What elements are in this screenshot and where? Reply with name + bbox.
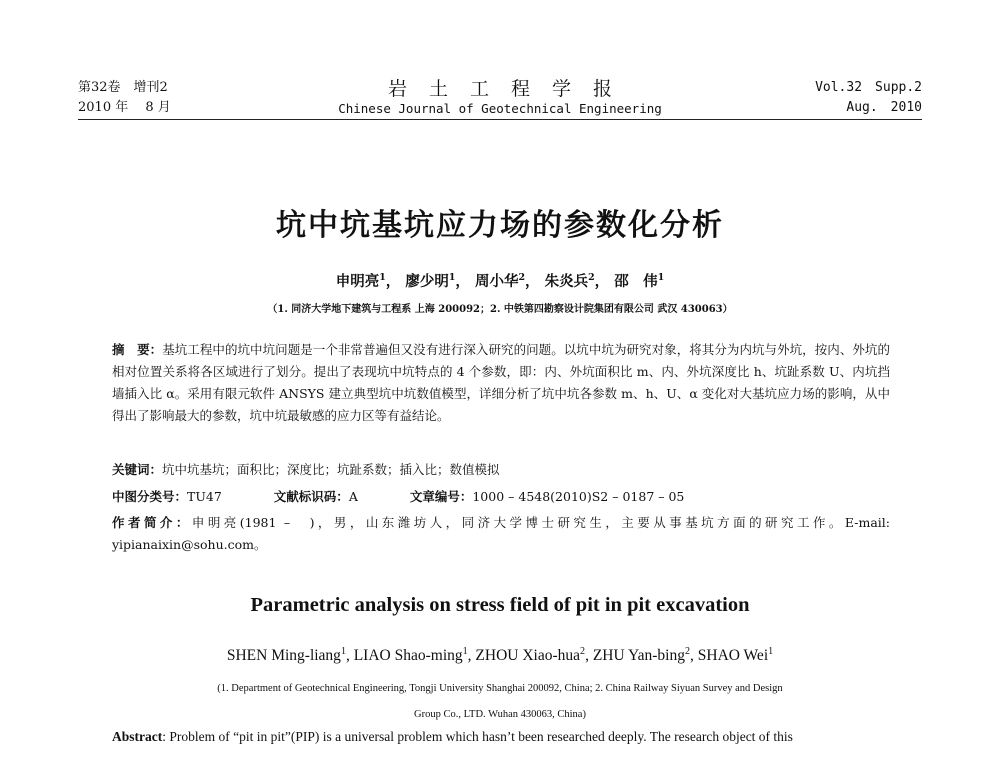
doc-code-value: A <box>348 489 358 504</box>
affiliation-en <box>0 676 1000 728</box>
journal-title-en: Chinese Journal of Geotechnical Engineering <box>338 101 662 116</box>
author-affil-mark: 1 <box>379 272 386 284</box>
abstract-en-text: : Problem of “pit in pit”(PIP) is a universal problem which hasn’t been researched deeply. The research object of this <box>162 729 793 744</box>
date-en: Aug. 2010 <box>846 100 922 115</box>
abstract-en-label: Abstract <box>112 729 163 744</box>
volume-cn: 第32卷 增刊2 <box>78 80 168 95</box>
author-cn: 廖少明 <box>405 273 449 290</box>
classification-line <box>112 486 890 508</box>
doc-code-label: 文献标识码： <box>273 489 349 504</box>
header-center <box>78 78 922 118</box>
author-en: ZHOU Xiao-hua <box>475 647 581 665</box>
author-bio <box>112 512 890 556</box>
bio-text: 申明亮(1981 – )，男，山东潍坊人，同济大学博士研究生，主要从事基坑方面的研究工作。E-mail: yipianaixin@sohu.com。 <box>112 515 890 552</box>
header-right <box>815 78 922 118</box>
author-affil-mark: 1 <box>448 272 456 284</box>
author-affil-mark: 1 <box>340 646 346 657</box>
author-cn: 朱炎兵 <box>544 273 589 290</box>
affiliation-en-line: Group Co., LTD. Wuhan 430063, China) <box>414 709 586 720</box>
bio-label: 作者简介： <box>112 515 192 530</box>
paper-title-cn: 坑中坑基坑应力场的参数化分析 <box>276 208 724 243</box>
author-cn: 周小华 <box>474 273 519 290</box>
author-en: SHEN Ming-liang <box>226 647 341 665</box>
keywords-text: 坑中坑基坑；面积比；深度比；坑趾系数；插入比；数值模拟 <box>162 462 500 477</box>
journal-header <box>78 78 922 120</box>
volume-en: Vol.32 Supp.2 <box>815 80 922 95</box>
author-affil-mark: 1 <box>768 646 774 657</box>
author-cn: 申明亮 <box>335 273 380 290</box>
authors-en: SHEN Ming-liang$^1$, LIAO Shao-ming$^1$, ZHOU Xiao-hua$^2$, ZHU Yan-bing$^2$, SHAO Wei$^1$ <box>226 646 774 665</box>
author-affil-mark: 1 <box>657 272 665 284</box>
author-en: ZHU Yan-bing <box>592 647 685 665</box>
abstract-en <box>112 726 890 748</box>
journal-title-cn: 岩土工程学报 <box>387 78 634 100</box>
clc-value: TU47 <box>187 489 222 504</box>
article-no-value: 1000 – 4548(2010)S2 – 0187 – 05 <box>472 489 685 504</box>
keywords-cn <box>112 459 500 481</box>
header-rule <box>78 119 922 120</box>
affiliation-cn: （1. 同济大学地下建筑与工程系 上海 200092；2. 中铁第四勘察设计院集团有限公司 武汉 430063） <box>267 304 733 315</box>
affiliation-en-line: (1. Department of Geotechnical Engineering, Tongji University Shanghai 200092, China; 2. China Railway Siyuan Survey and Design <box>217 683 783 694</box>
author-en: LIAO Shao-ming <box>353 647 463 665</box>
paper-title-en: Parametric analysis on stress field of pit in pit excavation <box>250 594 750 616</box>
author-affil-mark: 1 <box>462 646 468 657</box>
authors-cn: 申明亮$^1$， 廖少明$^1$， 周小华$^2$， 朱炎兵$^2$， 邵 伟$^1$ <box>335 272 665 290</box>
author-en: SHAO Wei <box>697 647 769 665</box>
author-affil-mark: 2 <box>588 272 595 284</box>
clc-label: 中图分类号： <box>112 489 188 504</box>
date-cn: 2010 年 8 月 <box>78 100 171 115</box>
abstract-cn <box>112 339 890 427</box>
author-affil-mark: 2 <box>580 646 586 657</box>
article-no-label: 文章编号： <box>409 489 473 504</box>
abstract-cn-text: 基坑工程中的坑中坑问题是一个非常普遍但又没有进行深入研究的问题。以坑中坑为研究对象，将其分为内坑与外坑，按内、外坑的相对位置关系将各区域进行了划分。提出了表现坑中坑特点的 4 个参数，即：内、外坑面积比 m、内、外坑深度比 h、坑趾系数 U、内坑挡墙插入比 α。采用有限元软件 ANSYS 建立典型坑中坑数值模型，详细分析了坑中坑各参数 m、h、U、α 变化对大基坑应力场的影响，从中得出了影响最大的参数，坑中坑最敏感的应力区等有益结论。 <box>112 342 890 423</box>
author-affil-mark: 2 <box>518 272 526 284</box>
author-affil-mark: 2 <box>684 646 690 657</box>
abstract-cn-label: 摘 要： <box>112 342 163 357</box>
author-cn: 邵 伟 <box>614 273 658 290</box>
keywords-label: 关键词： <box>112 462 163 477</box>
